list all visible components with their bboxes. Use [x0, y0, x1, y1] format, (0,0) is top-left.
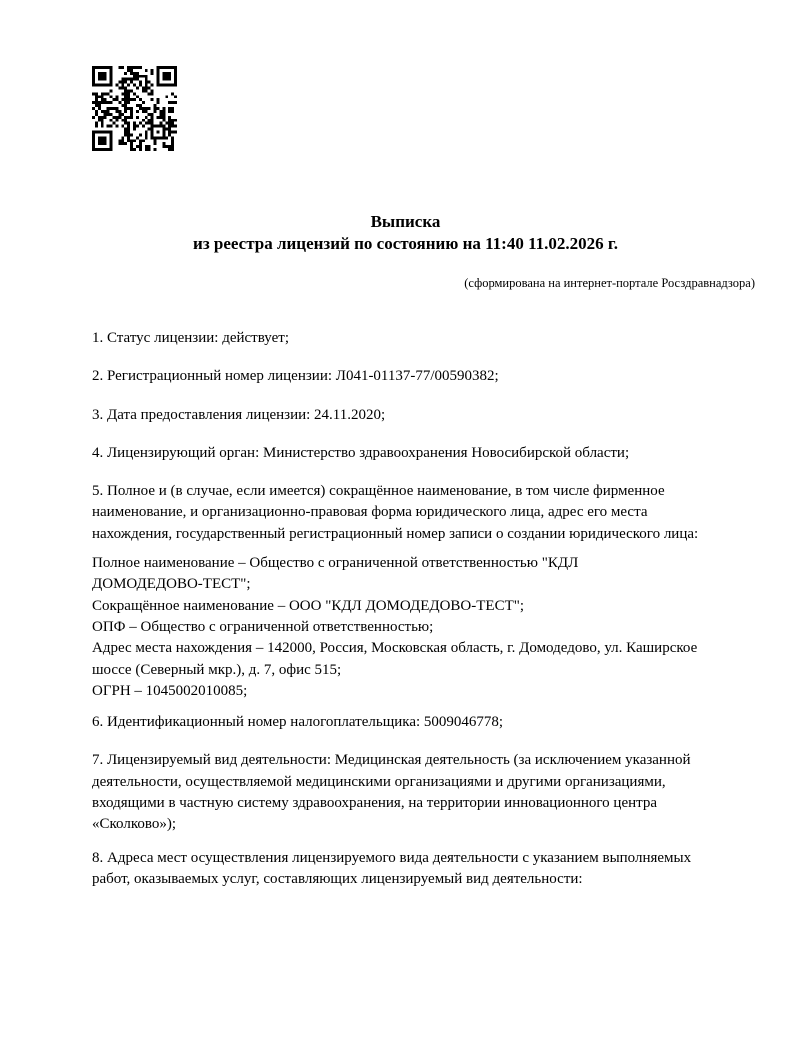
- paragraph: [92, 405, 760, 426]
- qr-code: [92, 66, 177, 151]
- text-line: Адрес места нахождения – 142000, Россия, Московская область, г. Домодедово, ул. Каширское: [92, 640, 698, 657]
- text-line: деятельности, осуществляемой медицинскими организациями и другими организациями,: [92, 773, 666, 790]
- paragraph: [92, 712, 760, 733]
- text-line: 5. Полное и (в случае, если имеется) сокращённое наименование, в том числе фирменное: [92, 483, 665, 500]
- paragraph: [92, 366, 760, 387]
- paragraph: [92, 553, 760, 702]
- text-line: 1. Статус лицензии: действует;: [92, 330, 289, 346]
- document-body: [92, 328, 760, 907]
- text-line: нахождения, государственный регистрационный номер записи о создании юридического лица:: [92, 525, 699, 542]
- text-line: 2. Регистрационный номер лицензии: Л041-01137-77/00590382;: [92, 368, 499, 385]
- text-line: Сокращённое наименование – ООО "КДЛ ДОМОДЕДОВО-ТЕСТ";: [92, 597, 525, 614]
- text-line: ОПФ – Общество с ограниченной ответственностью;: [92, 618, 434, 635]
- text-line: 8. Адреса мест осуществления лицензируемого вида деятельности с указанием выполняемых: [92, 849, 692, 866]
- title-line-1: Выписка: [370, 212, 441, 231]
- document-subtitle: (сформирована на интернет-портале Росздравнадзора): [464, 276, 755, 290]
- text-line: 7. Лицензируемый вид деятельности: Медицинская деятельность (за исключением указанной: [92, 752, 691, 769]
- text-line: ОГРН – 1045002010085;: [92, 682, 248, 699]
- text-line: Полное наименование – Общество с ограниченной ответственностью "КДЛ: [92, 555, 579, 572]
- text-line: 3. Дата предоставления лицензии: 24.11.2020;: [92, 406, 386, 423]
- paragraph: [92, 481, 760, 545]
- text-line: входящими в частную систему здравоохранения, на территории инновационного центра: [92, 795, 658, 812]
- text-line: 4. Лицензирующий орган: Министерство здравоохранения Новосибирской области;: [92, 444, 630, 461]
- text-line: наименование, и организационно-правовая форма юридического лица, адрес его места: [92, 504, 648, 521]
- paragraph: [92, 750, 760, 835]
- paragraph: [92, 443, 760, 464]
- text-line: работ, оказываемых услуг, составляющих лицензируемый вид деятельности:: [92, 870, 583, 887]
- document-title: [20, 211, 791, 255]
- text-line: 6. Идентификационный номер налогоплательщика: 5009046778;: [92, 714, 504, 731]
- text-line: «Сколково»);: [92, 816, 176, 833]
- paragraph: [92, 848, 760, 891]
- text-line: шоссе (Северный мкр.), д. 7, офис 515;: [92, 661, 342, 678]
- title-line-2: из реестра лицензий по состоянию на 11:40 11.02.2026 г.: [193, 234, 618, 253]
- paragraph: [92, 328, 760, 349]
- text-line: ДОМОДЕДОВО-ТЕСТ";: [92, 576, 251, 593]
